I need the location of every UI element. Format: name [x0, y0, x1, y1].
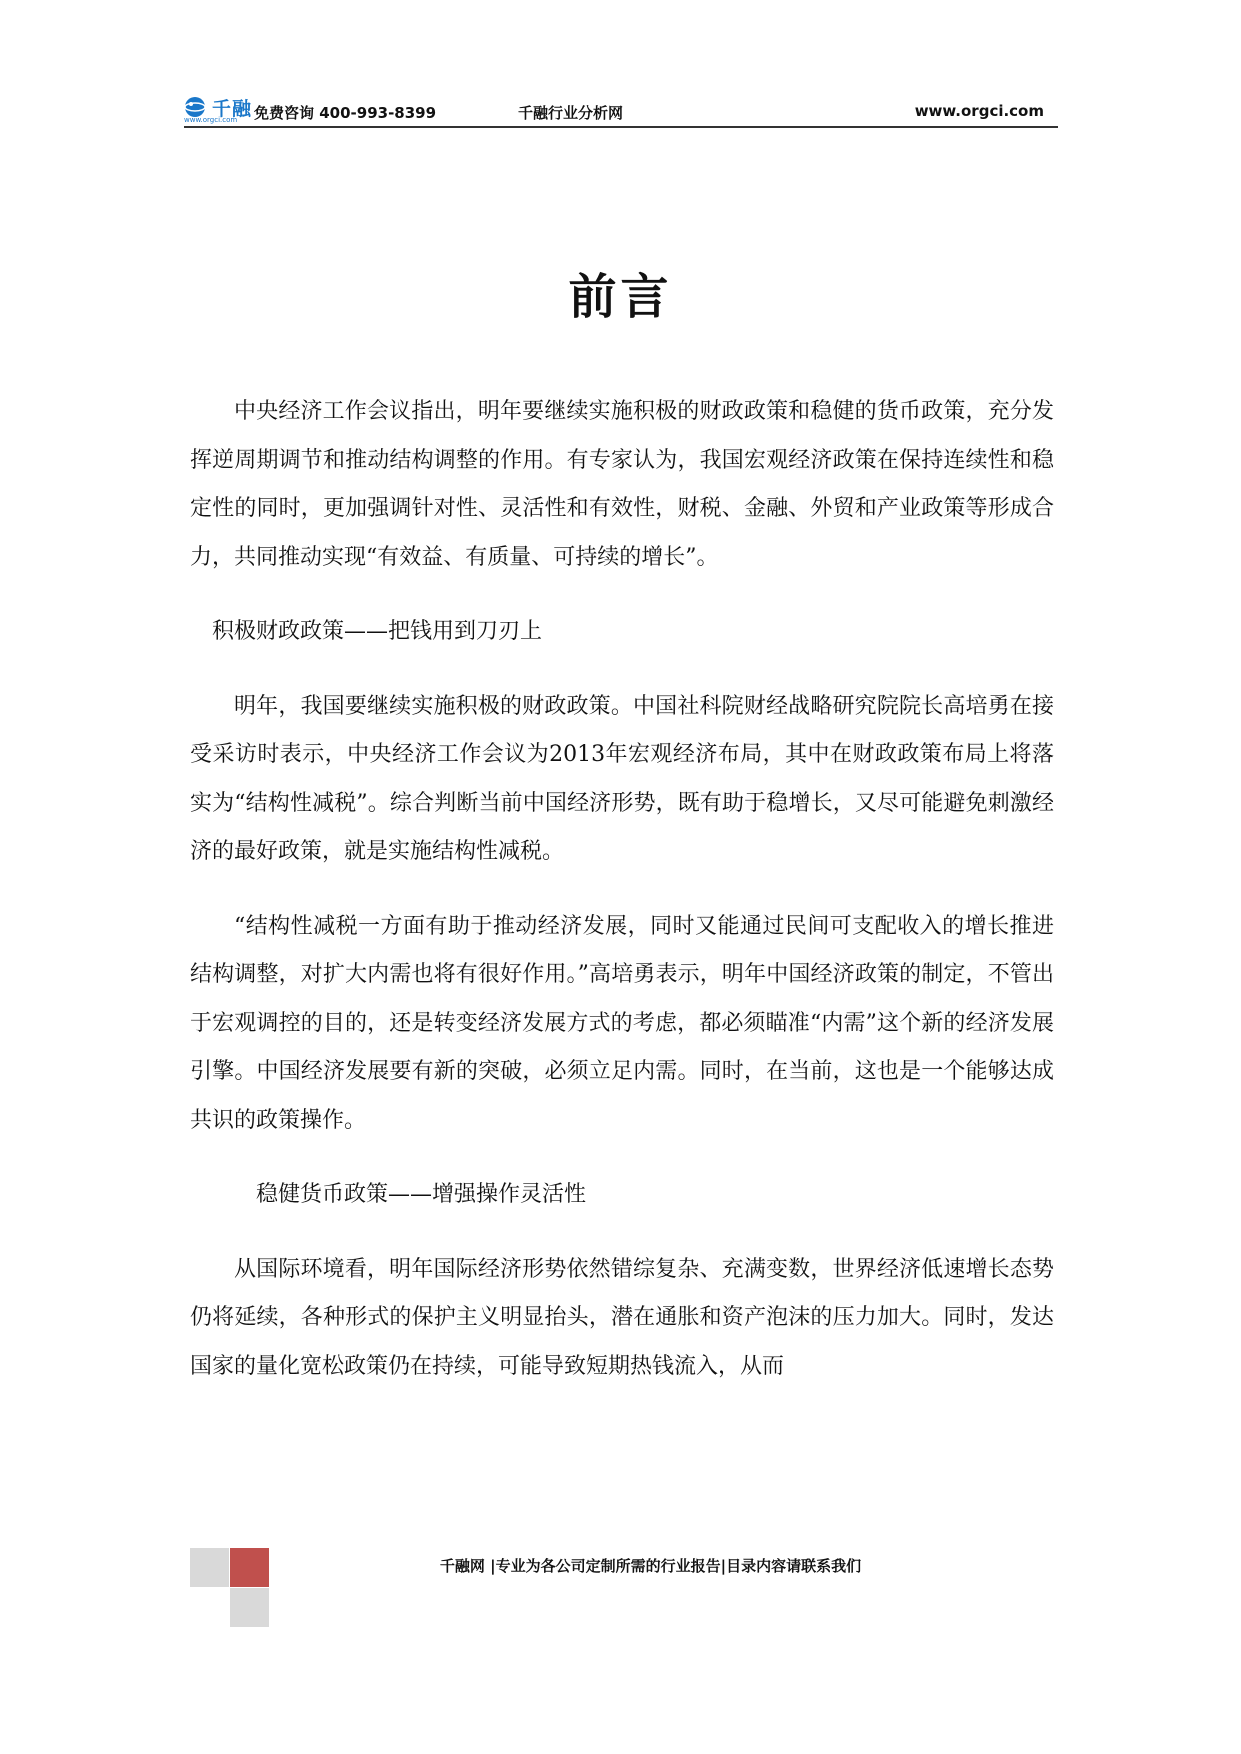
paragraph: 明年，我国要继续实施积极的财政政策。中国社科院财经战略研究院院长高培勇在接受采访时表示，中央经济工作会议为2013年宏观经济布局，其中在财政政策布局上将落实为“结构性减税”。综合判断当前中国经济形势，既有助于稳增长，又尽可能避免刺激经济的最好政策，就是实施结构性减税。 — [190, 693, 1054, 864]
logo-globe-icon — [184, 96, 210, 118]
paragraph: 从国际环境看，明年国际经济形势依然错综复杂、充满变数，世界经济低速增长态势仍将延续，各种形式的保护主义明显抬头，潜在通胀和资产泡沫的压力加大。同时，发达国家的量化宽松政策仍在持续，可能导致短期热钱流入，从而 — [190, 1256, 1054, 1379]
paragraph: “结构性减税一方面有助于推动经济发展，同时又能通过民间可支配收入的增长推进结构调整，对扩大内需也将有很好作用。”高培勇表示，明年中国经济政策的制定，不管出于宏观调控的目的，还是转变经济发展方式的考虑，都必须瞄准“内需”这个新的经济发展引擎。中国经济发展要有新的突破，必须立足内需。同时，在当前，这也是一个能够达成共识的政策操作。 — [190, 913, 1054, 1133]
consult-hotline: 免费咨询 400-993-8399 — [254, 104, 437, 122]
logo-url: www.orgci.com — [184, 116, 238, 124]
document-body — [190, 388, 1054, 1417]
gray-square — [230, 1588, 269, 1627]
section-heading: 稳健货币政策——增强操作灵活性 — [256, 1182, 587, 1207]
paragraph: 中央经济工作会议指出，明年要继续实施积极的财政政策和稳健的货币政策，充分发挥逆周期调节和推动结构调整的作用。有专家认为，我国宏观经济政策在保持连续性和稳定性的同时，更加强调针对性、灵活性和有效性，财税、金融、外贸和产业政策等形成合力，共同推动实现“有效益、有质量、可持续的增长”。 — [190, 399, 1054, 570]
site-url[interactable]: www.orgci.com — [914, 102, 1044, 120]
brand-logo — [184, 96, 262, 122]
page-header — [184, 96, 1058, 128]
footer-text: 千融网 |专业为各公司定制所需的行业报告|目录内容请联系我们 — [439, 1557, 862, 1575]
logo-text: 千融 — [212, 98, 253, 120]
section-heading: 积极财政政策——把钱用到刀刃上 — [212, 619, 543, 644]
site-name: 千融行业分析网 — [518, 104, 624, 122]
page-title: 前言 — [568, 269, 673, 325]
